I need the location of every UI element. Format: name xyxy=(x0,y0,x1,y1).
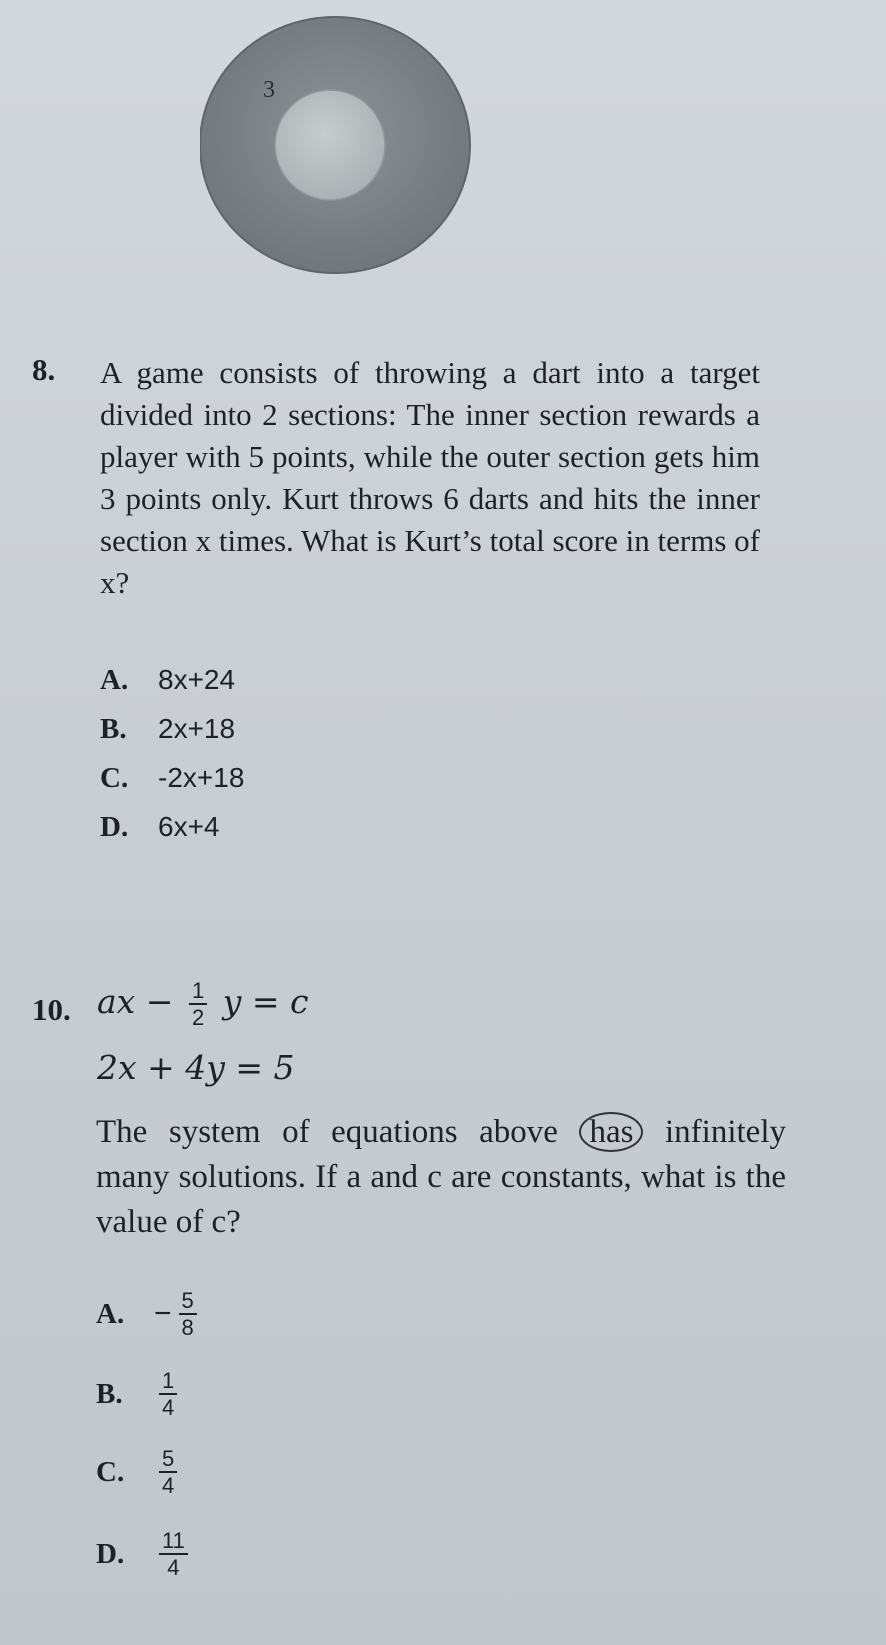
equation-2: 2x + 4y = 5 xyxy=(97,1048,295,1087)
choice-expression: 6x+4 xyxy=(158,811,220,842)
fraction-numerator: 1 xyxy=(189,978,207,1005)
choice-sign: − xyxy=(154,1297,172,1330)
q8-choice-a xyxy=(100,664,244,713)
equation-1 xyxy=(97,978,308,1030)
q8-choice-c xyxy=(100,762,244,811)
text-after: infinitely many solutions. If a and c are constants, what is the value of c? xyxy=(96,1114,786,1240)
q10-choice-c xyxy=(96,1446,182,1498)
choice-letter: B. xyxy=(96,1377,123,1410)
q10-choice-a xyxy=(96,1288,202,1340)
choice-letter: C. xyxy=(96,1455,125,1488)
choice-fraction xyxy=(159,1446,177,1498)
fraction-numerator: 5 xyxy=(159,1446,177,1473)
text-before: The system of equations above xyxy=(96,1114,558,1150)
question-8-choices xyxy=(100,664,244,860)
equation-1-left: ax − xyxy=(97,982,174,1021)
choice-letter: A. xyxy=(96,1297,125,1330)
fraction-denominator: 4 xyxy=(167,1555,180,1580)
choice-fraction xyxy=(159,1528,188,1580)
fraction xyxy=(189,978,207,1030)
fraction-denominator: 2 xyxy=(191,1005,205,1030)
choice-letter: C. xyxy=(100,762,129,794)
question-8-number: 8. xyxy=(32,352,56,387)
choice-expression: -2x+18 xyxy=(158,762,245,793)
question-10-number: 10. xyxy=(32,992,71,1027)
choice-expression: 2x+18 xyxy=(158,713,236,744)
q10-choice-d xyxy=(96,1528,193,1580)
equation-1-right: y = c xyxy=(222,982,309,1021)
choice-letter: D. xyxy=(100,811,129,843)
fraction-denominator: 4 xyxy=(162,1395,175,1420)
inner-section-label: 3 xyxy=(263,77,275,103)
circled-word: has xyxy=(579,1112,643,1152)
inner-section xyxy=(275,90,385,200)
question-8-text: A game consists of throwing a dart into a target divided into 2 sections: The inner section rewards a player with 5 points, while the outer section gets him 3 points only. Kurt throws 6 darts and hits the inner section x times. What is Kurt’s total score in terms of x? xyxy=(100,355,760,600)
fraction-denominator: 4 xyxy=(162,1473,175,1498)
fraction-numerator: 11 xyxy=(159,1528,188,1555)
dartboard-figure xyxy=(200,12,500,302)
fraction-denominator: 8 xyxy=(181,1315,194,1340)
choice-expression: 8x+24 xyxy=(158,664,236,695)
choice-letter: D. xyxy=(96,1537,125,1570)
choice-letter: B. xyxy=(100,713,127,745)
question-10-text xyxy=(96,1110,786,1245)
q8-choice-b xyxy=(100,713,244,762)
fraction-numerator: 1 xyxy=(159,1368,177,1395)
choice-letter: A. xyxy=(100,664,129,696)
choice-fraction xyxy=(159,1368,177,1420)
choice-fraction xyxy=(179,1288,197,1340)
q8-choice-d xyxy=(100,811,244,860)
q10-choice-b xyxy=(96,1368,182,1420)
fraction-numerator: 5 xyxy=(179,1288,197,1315)
